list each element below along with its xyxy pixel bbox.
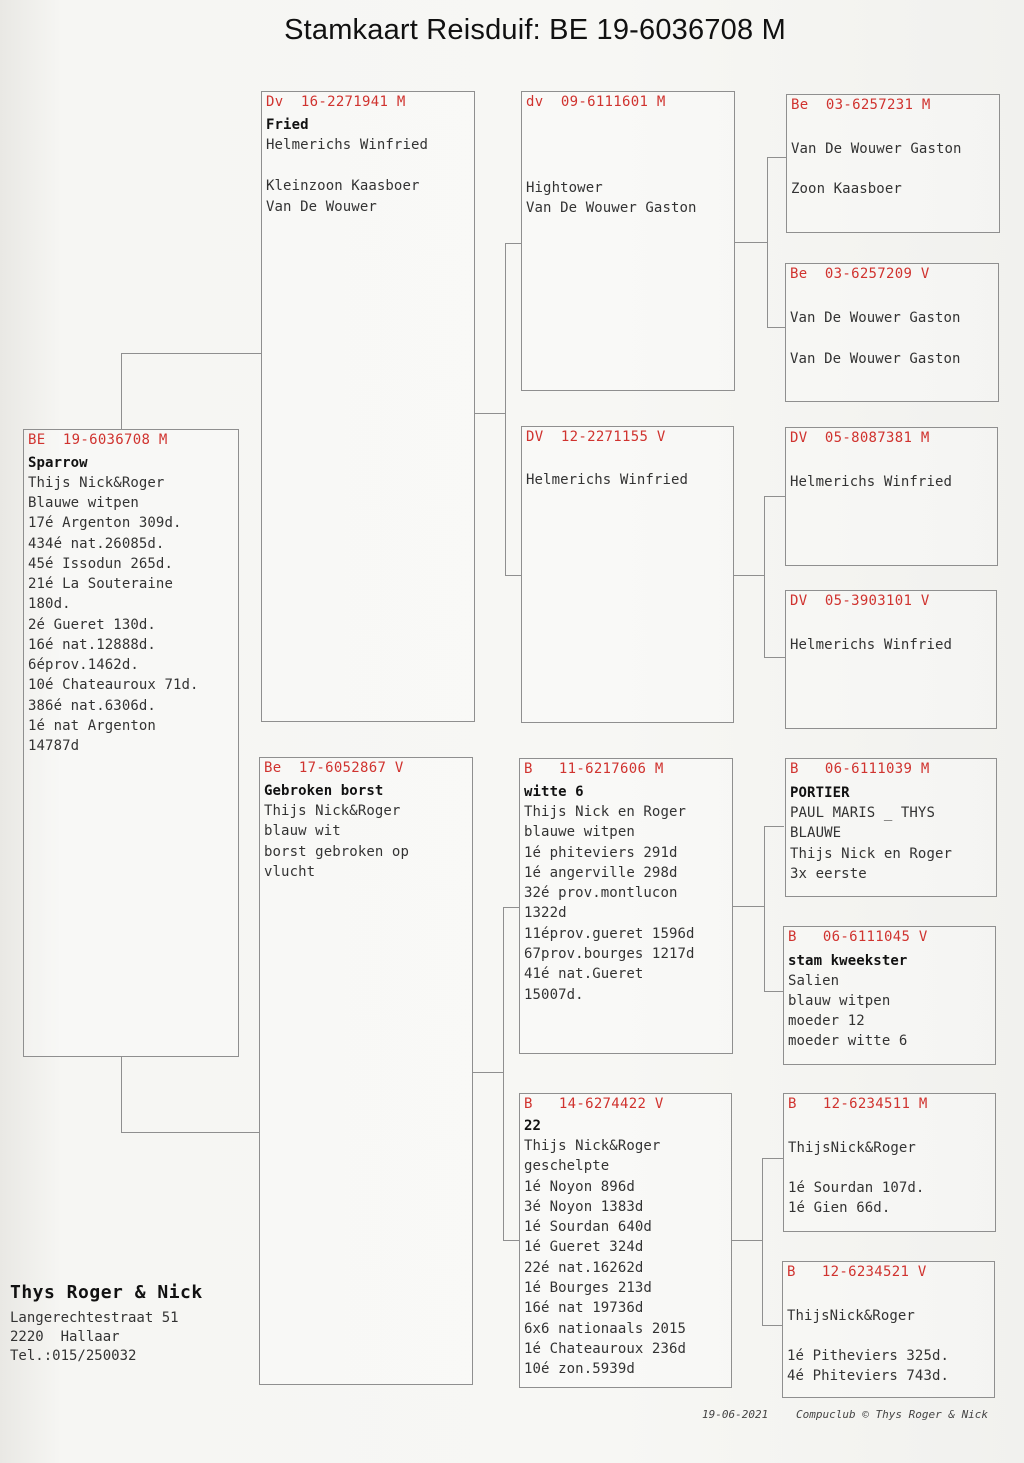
info-line: ThijsNick&Roger (787, 1308, 915, 1324)
connector (767, 157, 786, 158)
pigeon-card-dss[interactable] (785, 758, 997, 897)
connector (121, 1132, 259, 1133)
info-line: blauwe witpen (524, 824, 635, 840)
connector (767, 327, 785, 328)
info-line: Van De Wouwer (266, 199, 377, 215)
info-line: 17é Argenton 309d. (28, 515, 182, 531)
info-line: Kleinzoon Kaasboer (266, 178, 420, 194)
connector (121, 353, 261, 354)
pigeon-card-dsd[interactable] (783, 926, 996, 1065)
info-line: 1é angerville 298d (524, 865, 678, 881)
info-line: 32é prov.montlucon (524, 885, 678, 901)
info-line: 3é Noyon 1383d (524, 1199, 644, 1215)
info-line: 1é Bourges 213d (524, 1280, 652, 1296)
info-line: Thijs Nick en Roger (524, 804, 687, 820)
info-line: 3x eerste (790, 866, 867, 882)
info-line: 10é Chateauroux 71d. (28, 677, 199, 693)
info-line: Van De Wouwer Gaston (790, 310, 961, 326)
connector (767, 157, 768, 327)
info-line: 22é nat.16262d (524, 1260, 644, 1276)
info-line: 15007d. (524, 987, 584, 1003)
info-line: 180d. (28, 596, 71, 612)
info-line: 1é nat Argenton (28, 718, 156, 734)
info-line: 14787d (28, 738, 80, 754)
ring-number: DV 05-3903101 V (790, 593, 930, 609)
connector (503, 1240, 519, 1241)
pigeon-card-sire-dam[interactable] (521, 426, 734, 723)
info-line: 45é Issodun 265d. (28, 556, 173, 572)
ring-number: B 12-6234511 M (788, 1096, 928, 1112)
info-line: Blauwe witpen (28, 495, 139, 511)
ring-number: B 06-6111045 V (788, 929, 928, 945)
connector (764, 496, 785, 497)
info-line: Thijs Nick&Roger (524, 1138, 661, 1154)
connector (505, 243, 521, 244)
ring-number: DV 05-8087381 M (790, 430, 930, 446)
info-line: blauw wit (264, 823, 341, 839)
connector (762, 1325, 782, 1326)
pigeon-name: stam kweekster (788, 953, 908, 969)
connector (473, 1072, 504, 1073)
info-line: 1é Gueret 324d (524, 1239, 644, 1255)
info-line: moeder 12 (788, 1013, 865, 1029)
pigeon-name: witte 6 (524, 784, 584, 800)
footer-credit: Compuclub © Thys Roger & Nick (796, 1408, 989, 1421)
ring-number: B 14-6274422 V (524, 1096, 664, 1112)
info-line: 6x6 nationaals 2015 (524, 1321, 687, 1337)
ring-number: Be 17-6052867 V (264, 760, 404, 776)
pigeon-name: 22 (524, 1118, 542, 1134)
ring-number: Be 03-6257209 V (790, 266, 930, 282)
pigeon-card-sds[interactable] (785, 427, 998, 566)
connector (121, 1057, 122, 1132)
connector (475, 413, 505, 414)
info-line: 4é Phiteviers 743d. (787, 1368, 950, 1384)
info-line: 1é Pitheviers 325d. (787, 1348, 950, 1364)
pigeon-card-ssd[interactable] (785, 263, 999, 402)
info-line: Helmerichs Winfried (790, 474, 953, 490)
footer-date: 19-06-2021 (702, 1408, 769, 1421)
ring-number: B 11-6217606 M (524, 761, 664, 777)
info-line: Helmerichs Winfried (526, 472, 689, 488)
connector (764, 826, 765, 991)
pigeon-name: Fried (266, 117, 309, 133)
info-line: Helmerichs Winfried (790, 637, 953, 653)
owner-street: Langerechtestraat 51 (10, 1310, 179, 1326)
info-line: 10é zon.5939d (524, 1361, 635, 1377)
info-line: Van De Wouwer Gaston (526, 200, 697, 216)
pigeon-name: Sparrow (28, 455, 88, 471)
connector (762, 1158, 783, 1159)
connector (735, 242, 767, 243)
connector (764, 496, 765, 657)
info-line: vlucht (264, 864, 316, 880)
info-line: 16é nat 19736d (524, 1300, 644, 1316)
info-line: geschelpte (524, 1158, 610, 1174)
pigeon-card-dam[interactable] (259, 757, 473, 1385)
info-line: Van De Wouwer Gaston (791, 141, 962, 157)
connector (733, 906, 764, 907)
connector (121, 353, 122, 429)
info-line: 21é La Souteraine (28, 576, 173, 592)
info-line: Thijs Nick&Roger (28, 475, 165, 491)
info-line: Thijs Nick&Roger (264, 803, 401, 819)
ring-number: Be 03-6257231 M (791, 97, 931, 113)
info-line: 11éprov.gueret 1596d (524, 926, 695, 942)
owner-name: Thys Roger & Nick (10, 1282, 203, 1303)
connector (732, 1240, 762, 1241)
ring-number: DV 12-2271155 V (526, 429, 666, 445)
info-line: 434é nat.26085d. (28, 536, 165, 552)
page-title: Stamkaart Reisduif: BE 19-6036708 M (284, 14, 786, 46)
info-line: 1é Chateauroux 236d (524, 1341, 687, 1357)
info-line: Zoon Kaasboer (791, 181, 902, 197)
info-line: Salien (788, 973, 840, 989)
connector (503, 907, 519, 908)
connector (734, 575, 764, 576)
connector (764, 657, 785, 658)
info-line: blauw witpen (788, 993, 891, 1009)
ring-number: B 12-6234521 V (787, 1264, 927, 1280)
connector (762, 1158, 763, 1325)
ring-number: Dv 16-2271941 M (266, 94, 406, 110)
info-line: 1é phiteviers 291d (524, 845, 678, 861)
connector (505, 243, 506, 575)
info-line: 1é Gien 66d. (788, 1200, 891, 1216)
connector (764, 826, 784, 827)
ring-number: BE 19-6036708 M (28, 432, 168, 448)
info-line: ThijsNick&Roger (788, 1140, 916, 1156)
info-line: 1é Sourdan 640d (524, 1219, 652, 1235)
ring-number: dv 09-6111601 M (526, 94, 666, 110)
owner-phone: Tel.:015/250032 (10, 1348, 137, 1364)
pigeon-card-sdd[interactable] (785, 590, 997, 729)
info-line: 6éprov.1462d. (28, 657, 139, 673)
pigeon-card-sss[interactable] (786, 94, 1000, 233)
pigeon-card-subject[interactable] (23, 429, 239, 1057)
info-line: PAUL MARIS _ THYS (790, 805, 935, 821)
info-line: 1é Noyon 896d (524, 1179, 635, 1195)
info-line: Hightower (526, 180, 603, 196)
info-line: 67prov.bourges 1217d (524, 946, 695, 962)
info-line: 386é nat.6306d. (28, 698, 156, 714)
info-line: 16é nat.12888d. (28, 637, 156, 653)
info-line: 1é Sourdan 107d. (788, 1180, 925, 1196)
ring-number: B 06-6111039 M (790, 761, 930, 777)
info-line: Helmerichs Winfried (266, 137, 429, 153)
info-line: moeder witte 6 (788, 1033, 908, 1049)
owner-city: 2220 Hallaar (10, 1329, 120, 1345)
info-line: 2é Gueret 130d. (28, 617, 156, 633)
info-line: BLAUWE (790, 825, 842, 841)
info-line: Van De Wouwer Gaston (790, 351, 961, 367)
pigeon-card-sire[interactable] (261, 91, 475, 722)
pigeon-name: PORTIER (790, 785, 850, 801)
info-line: 1322d (524, 905, 567, 921)
pigeon-card-ddd[interactable] (782, 1261, 995, 1398)
connector (503, 907, 504, 1240)
connector (505, 575, 521, 576)
pigeon-card-dam-dam[interactable] (519, 1093, 732, 1388)
pigeon-card-dds[interactable] (783, 1093, 996, 1232)
connector (764, 991, 783, 992)
info-line: borst gebroken op (264, 844, 409, 860)
info-line: 41é nat.Gueret (524, 966, 644, 982)
info-line: Thijs Nick en Roger (790, 846, 953, 862)
pigeon-card-dam-sire[interactable] (519, 758, 733, 1054)
pigeon-name: Gebroken borst (264, 783, 384, 799)
pigeon-card-sire-sire[interactable] (521, 91, 735, 391)
